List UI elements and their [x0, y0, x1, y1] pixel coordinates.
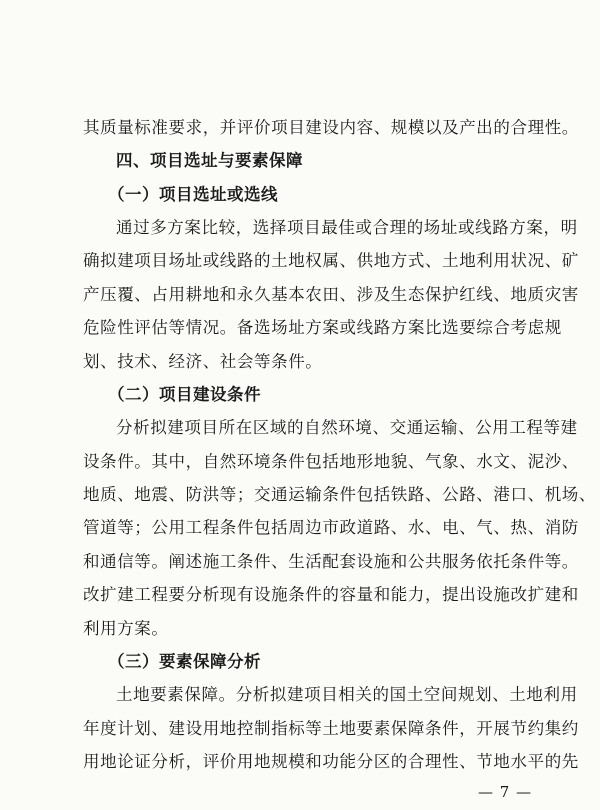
- subsection-heading-3: （三）要素保障分析: [108, 652, 261, 671]
- paragraph-line: 用地论证分析，评价用地规模和功能分区的合理性、节地水平的先: [83, 752, 579, 771]
- paragraph-line: 土地要素保障。分析拟建项目相关的国土空间规划、土地利用: [116, 685, 578, 704]
- paragraph-line: 通过多方案比较，选择项目最佳或合理的场址或线路方案，明: [116, 218, 578, 237]
- paragraph-line: 地质、地震、防洪等；交通运输条件包括铁路、公路、港口、机场、: [83, 485, 596, 504]
- paragraph-line: 分析拟建项目所在区域的自然环境、交通运输、公用工程等建: [116, 418, 578, 437]
- page-number: — 7 —: [478, 783, 533, 801]
- paragraph-line: 产压覆、占用耕地和永久基本农田、涉及生态保护红线、地质灾害: [83, 285, 579, 304]
- section-heading: 四、项目选址与要素保障: [116, 151, 303, 170]
- subsection-heading-1: （一）项目选址或选线: [108, 185, 278, 204]
- paragraph-line: 确拟建项目场址或线路的土地权属、供地方式、土地利用状况、矿: [83, 251, 579, 270]
- paragraph-line: 管道等；公用工程条件包括周边市政道路、水、电、气、热、消防: [83, 518, 579, 537]
- paragraph-line: 利用方案。: [83, 619, 169, 638]
- paragraph-line: 危险性评估等情况。备选场址方案或线路方案比选要综合考虑规: [83, 318, 562, 337]
- paragraph-line: 设条件。其中，自然环境条件包括地形地貌、气象、水文、泥沙、: [83, 452, 579, 471]
- paragraph-line: 改扩建工程要分析现有设施条件的容量和能力，提出设施改扩建和: [83, 585, 579, 604]
- paragraph-line: 年度计划、建设用地控制指标等土地要素保障条件，开展节约集约: [83, 719, 579, 738]
- paragraph-line: 和通信等。阐述施工条件、生活配套设施和公共服务依托条件等。: [83, 552, 579, 571]
- subsection-heading-2: （二）项目建设条件: [108, 385, 261, 404]
- paragraph-line: 划、技术、经济、社会等条件。: [83, 352, 323, 371]
- text-line-continuation: 其质量标准要求，并评价项目建设内容、规模以及产出的合理性。: [83, 118, 579, 137]
